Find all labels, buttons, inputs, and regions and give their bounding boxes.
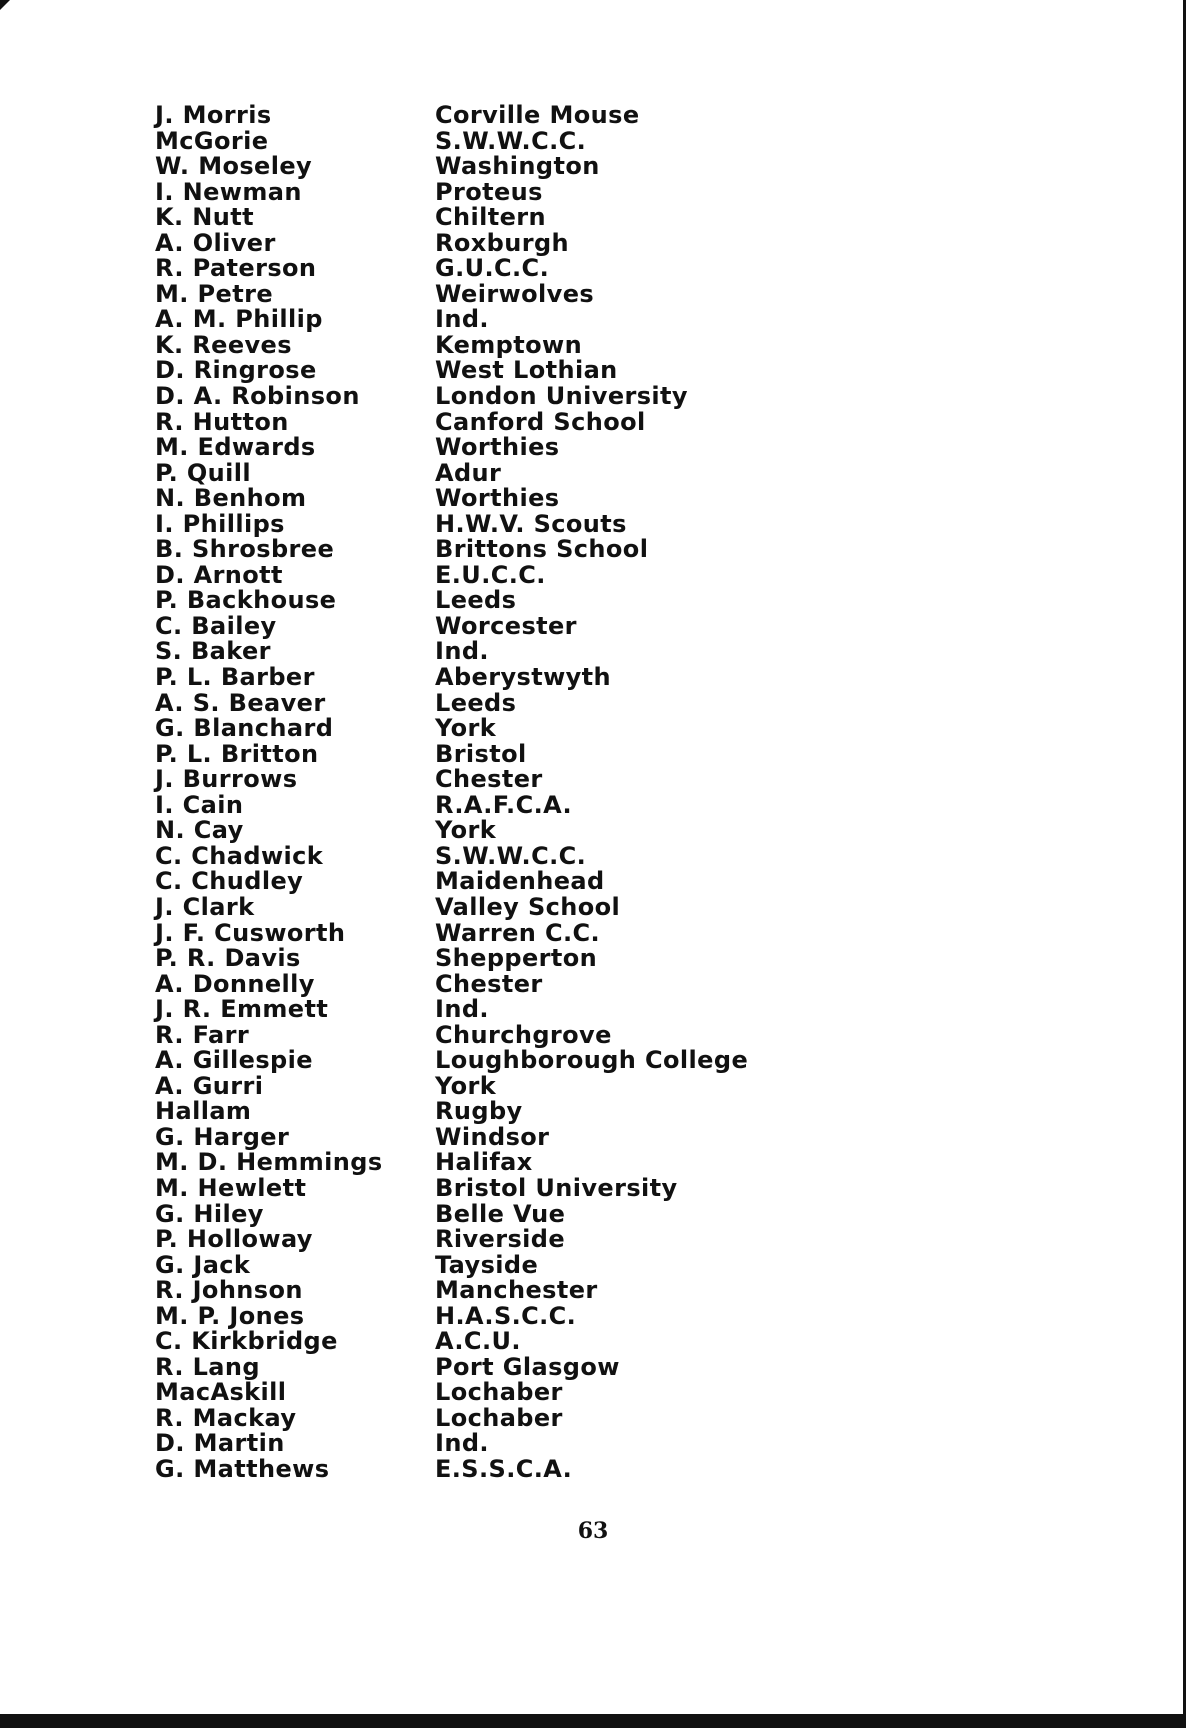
list-item	[155, 1301, 855, 1330]
participant-club: Brittons School	[435, 535, 649, 564]
participant-club: West Lothian	[435, 356, 618, 385]
list-item	[155, 1099, 855, 1125]
scan-corner-mark	[0, 0, 10, 10]
list-item	[155, 330, 855, 359]
list-item	[155, 1048, 855, 1074]
list-item	[155, 611, 855, 640]
participant-name: D. Ringrose	[155, 356, 317, 385]
participant-club: Port Glasgow	[435, 1352, 620, 1381]
list-item	[155, 103, 855, 129]
list-item	[155, 228, 855, 257]
participant-name: N. Benhom	[155, 484, 307, 513]
list-item	[155, 665, 855, 691]
participant-club: Chester	[435, 765, 543, 794]
participant-name: I. Phillips	[155, 509, 285, 538]
participant-name: C. Chadwick	[155, 841, 324, 870]
participant-club: Windsor	[435, 1122, 550, 1151]
participant-name: P. Quill	[155, 458, 252, 487]
list-item	[155, 384, 855, 410]
participant-name: D. A. Robinson	[155, 382, 360, 411]
participant-name: G. Harger	[155, 1122, 290, 1151]
participant-name: A. M. Phillip	[155, 305, 323, 334]
participant-club: Tayside	[435, 1250, 539, 1279]
participant-name: R. Paterson	[155, 254, 317, 283]
list-item	[155, 588, 855, 614]
participant-club: Manchester	[435, 1276, 598, 1305]
participant-club: Kemptown	[435, 330, 583, 359]
participant-name: P. L. Barber	[155, 663, 315, 692]
list-item	[155, 639, 855, 665]
list-item	[155, 1071, 855, 1100]
list-item	[155, 790, 855, 819]
participant-club: Weirwolves	[435, 279, 595, 308]
participant-name: G. Hiley	[155, 1199, 264, 1228]
participant-club: York	[435, 1071, 497, 1100]
participant-name: J. Morris	[155, 101, 272, 129]
participant-name: G. Jack	[155, 1250, 251, 1279]
participant-club: Churchgrove	[435, 1020, 612, 1049]
list-item	[155, 1250, 855, 1279]
participant-name: W. Moseley	[155, 152, 313, 181]
participant-name: Hallam	[155, 1097, 252, 1126]
participant-club: S.W.W.C.C.	[435, 126, 587, 155]
list-item	[155, 458, 855, 487]
list-item	[155, 1122, 855, 1151]
participant-name: C. Chudley	[155, 867, 304, 896]
list-item	[155, 307, 855, 333]
participant-club: Shepperton	[435, 944, 598, 973]
list-item	[155, 126, 855, 155]
list-item	[155, 435, 855, 461]
participant-name: C. Kirkbridge	[155, 1327, 338, 1356]
list-item	[155, 969, 855, 998]
participant-club: Chiltern	[435, 203, 547, 232]
participant-club: Corville Mouse	[435, 101, 640, 129]
list-item	[155, 560, 855, 589]
participant-name: K. Nutt	[155, 203, 254, 232]
participant-club: London University	[435, 382, 688, 411]
participant-club: Halifax	[435, 1148, 533, 1177]
participant-name: D. Martin	[155, 1429, 285, 1458]
participant-name: N. Cay	[155, 816, 244, 845]
participant-name: MacAskill	[155, 1378, 287, 1407]
participant-club: R.A.F.C.A.	[435, 790, 573, 819]
participant-name: K. Reeves	[155, 330, 292, 359]
list-item	[155, 486, 855, 512]
participant-name: A. S. Beaver	[155, 688, 326, 717]
list-item	[155, 739, 855, 768]
list-item	[155, 509, 855, 538]
list-item	[155, 358, 855, 384]
list-item	[155, 1352, 855, 1381]
list-item	[155, 177, 855, 206]
list-item	[155, 688, 855, 717]
list-item	[155, 1403, 855, 1432]
participant-name: R. Johnson	[155, 1276, 303, 1305]
participant-club: G.U.C.C.	[435, 254, 550, 283]
list-item	[155, 1227, 855, 1253]
participant-name: R. Farr	[155, 1020, 250, 1049]
participant-name: A. Gillespie	[155, 1046, 313, 1075]
participant-name: P. Backhouse	[155, 586, 337, 615]
list-item	[155, 154, 855, 180]
participant-name: M. D. Hemmings	[155, 1148, 383, 1177]
participant-club: Proteus	[435, 177, 543, 206]
list-item	[155, 205, 855, 231]
participant-club: Loughborough College	[435, 1046, 749, 1075]
participant-name: A. Oliver	[155, 228, 276, 257]
participant-club: Ind.	[435, 637, 489, 666]
participant-club: S.W.W.C.C.	[435, 841, 587, 870]
page-number: 63	[577, 1518, 609, 1544]
list-item	[155, 1431, 855, 1457]
list-item	[155, 818, 855, 844]
participant-club: Valley School	[435, 892, 621, 921]
list-item	[155, 841, 855, 870]
participant-club: Ind.	[435, 1429, 489, 1458]
participant-club: Bristol	[435, 739, 527, 768]
participant-club: Leeds	[435, 586, 517, 615]
participant-club: Roxburgh	[435, 228, 570, 257]
participant-club: Lochaber	[435, 1403, 563, 1432]
participant-club: Worthies	[435, 484, 560, 513]
participant-name: P. R. Davis	[155, 944, 301, 973]
participant-name: M. P. Jones	[155, 1301, 305, 1330]
participant-name: S. Baker	[155, 637, 271, 666]
participant-club: Rugby	[435, 1097, 523, 1126]
list-item	[155, 946, 855, 972]
participant-name: P. Holloway	[155, 1225, 313, 1254]
participant-club: Ind.	[435, 305, 489, 334]
list-item	[155, 1380, 855, 1406]
participant-club: York	[435, 816, 497, 845]
list-item	[155, 537, 855, 563]
participant-name: D. Arnott	[155, 560, 283, 589]
participant-club: E.U.C.C.	[435, 560, 546, 589]
list-item	[155, 1173, 855, 1202]
participant-club: Worthies	[435, 433, 560, 462]
participant-name: B. Shrosbree	[155, 535, 335, 564]
list-item	[155, 1150, 855, 1176]
list-item	[155, 918, 855, 947]
participant-club: Aberystwyth	[435, 663, 612, 692]
list-item	[155, 869, 855, 895]
participant-club: H.A.S.C.C.	[435, 1301, 577, 1330]
list-item	[155, 1329, 855, 1355]
participant-name: A. Donnelly	[155, 969, 315, 998]
participant-name: C. Bailey	[155, 611, 277, 640]
participant-name: I. Cain	[155, 790, 244, 819]
list-item	[155, 256, 855, 282]
participant-name: R. Hutton	[155, 407, 289, 436]
participant-club: Warren C.C.	[435, 918, 601, 947]
list-item	[155, 1454, 855, 1483]
participant-name: P. L. Britton	[155, 739, 319, 768]
participant-club: Chester	[435, 969, 543, 998]
participant-club: Lochaber	[435, 1378, 563, 1407]
participant-club: A.C.U.	[435, 1327, 521, 1356]
list-item	[155, 1199, 855, 1228]
participant-club: Canford School	[435, 407, 646, 436]
participant-name: J. Burrows	[155, 765, 298, 794]
list-item	[155, 716, 855, 742]
participant-club: York	[435, 714, 497, 743]
participant-name: J. F. Cusworth	[155, 918, 346, 947]
participant-club: Bristol University	[435, 1173, 678, 1202]
participant-club: H.W.V. Scouts	[435, 509, 627, 538]
list-item	[155, 997, 855, 1023]
list-item	[155, 767, 855, 793]
participant-name: R. Lang	[155, 1352, 260, 1381]
participant-club: E.S.S.C.A.	[435, 1454, 573, 1483]
participant-name: R. Mackay	[155, 1403, 297, 1432]
participant-name: J. Clark	[155, 892, 255, 921]
list-item	[155, 279, 855, 308]
participant-name: A. Gurri	[155, 1071, 264, 1100]
list-item	[155, 1020, 855, 1049]
participant-club: Leeds	[435, 688, 517, 717]
participant-club: Ind.	[435, 995, 489, 1024]
participant-club: Worcester	[435, 611, 577, 640]
participant-name: M. Edwards	[155, 433, 316, 462]
participant-club: Washington	[435, 152, 600, 181]
scan-bottom-edge	[0, 1714, 1186, 1728]
participant-club: Riverside	[435, 1225, 566, 1254]
participant-name: M. Petre	[155, 279, 274, 308]
participant-name: M. Hewlett	[155, 1173, 307, 1202]
list-item	[155, 407, 855, 436]
participant-club: Belle Vue	[435, 1199, 566, 1228]
name-club-list	[155, 103, 855, 1483]
participant-club: Adur	[435, 458, 502, 487]
participant-name: McGorie	[155, 126, 269, 155]
list-item	[155, 1278, 855, 1304]
participant-name: J. R. Emmett	[155, 995, 329, 1024]
participant-name: G. Blanchard	[155, 714, 334, 743]
participant-name: I. Newman	[155, 177, 302, 206]
participant-name: G. Matthews	[155, 1454, 330, 1483]
list-item	[155, 892, 855, 921]
participant-club: Maidenhead	[435, 867, 605, 896]
